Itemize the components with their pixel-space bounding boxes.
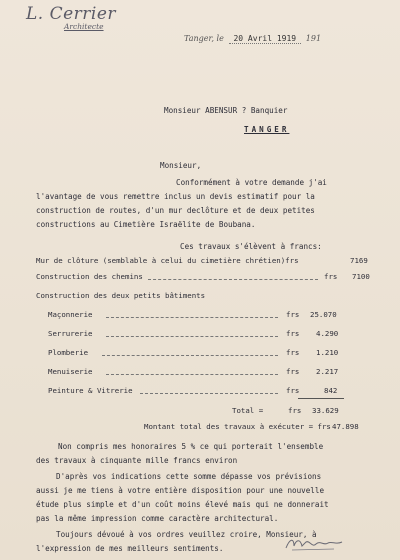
recipient-city: TANGER — [244, 125, 290, 134]
fees-line-2: des travaux à cinquante mille francs environ — [36, 456, 238, 465]
item-currency: frs — [286, 386, 300, 395]
buildings-label: Construction des deux petits bâtiments — [36, 291, 206, 300]
item-label: Serrurerie — [48, 329, 93, 338]
item-amount: 25.070 — [310, 310, 337, 319]
recipient-line: Monsieur ABENSUR ? Banquier — [164, 106, 288, 115]
item-currency: frs — [286, 348, 300, 357]
body-line-4: constructions au Cimetière Israëlite de Boubana. — [36, 220, 256, 229]
total-row — [36, 406, 366, 416]
date — [229, 34, 301, 44]
item-currency: frs — [286, 329, 300, 338]
item-leader — [106, 374, 278, 375]
item-leader — [106, 336, 278, 337]
prev-line-2: aussi je me tiens à votre entière disposition pour une nouvelle — [36, 486, 325, 495]
item-amount: 842 — [324, 386, 338, 395]
grand-total-row — [144, 422, 374, 432]
wall-label: Mur de clôture (semblable à celui du cimetière chrétien)frs — [36, 256, 299, 265]
letterhead-profession: Architecte — [64, 22, 104, 31]
item-row — [48, 310, 366, 320]
item-amount: 2.217 — [316, 367, 339, 376]
item-label: Peinture & Vitrerie — [48, 386, 133, 395]
paths-amount: 7100 — [352, 272, 370, 281]
item-label: Maçonnerie — [48, 310, 93, 319]
body-line-3: construction de routes, d'un mur declôture et de deux petites — [36, 206, 315, 215]
paths-leader — [148, 279, 318, 280]
item-leader — [106, 317, 278, 318]
paths-currency: frs — [324, 272, 338, 281]
place: Tanger, le — [184, 34, 224, 43]
salutation: Monsieur, — [160, 161, 202, 170]
handwritten-signature — [282, 534, 352, 552]
place-date — [184, 34, 321, 44]
date-suffix: 191 — [305, 34, 322, 43]
prev-line-4: pas la même impression comme caractère architectural. — [36, 514, 279, 523]
item-leader — [140, 393, 278, 394]
total-currency: frs — [288, 406, 302, 415]
body-line-2: l'avantage de vous remettre inclus un devis estimatif pour la — [36, 192, 315, 201]
item-label: Menuiserie — [48, 367, 93, 376]
cost-line-buildings — [36, 291, 366, 301]
item-amount: 1.210 — [316, 348, 339, 357]
prev-line-3: étude plus simple et d'un coût moins élevé mais qui ne donnerait — [36, 500, 329, 509]
closing-line-2: l'expression de mes meilleurs sentiments. — [36, 544, 224, 553]
letterhead-name: L. Cerrier — [26, 4, 117, 24]
date-value: 20 Avril 1919 — [233, 34, 297, 43]
wall-amount: 7169 — [350, 256, 368, 265]
subtotal-rule — [298, 398, 344, 399]
total-label: Total = — [232, 406, 264, 415]
cost-line-paths — [36, 272, 370, 282]
item-row — [48, 348, 366, 358]
body-line-1: Conformément à votre demande j'ai — [176, 178, 327, 187]
grand-total-label: Montant total des travaux à exécuter = frs — [144, 422, 331, 431]
costs-intro: Ces travaux s'élèvent à francs: — [180, 242, 322, 251]
item-leader — [102, 355, 278, 356]
grand-total-amount: 47.898 — [332, 422, 359, 431]
item-row — [48, 386, 366, 396]
item-currency: frs — [286, 367, 300, 376]
item-amount: 4.290 — [316, 329, 339, 338]
prev-line-1: D'après vos indications cette somme dépasse vos prévisions — [56, 472, 322, 481]
closing-line-1: Toujours dévoué à vos ordres veuillez croire, Monsieur, à — [56, 530, 317, 539]
total-amount: 33.629 — [312, 406, 339, 415]
cost-line-wall — [36, 256, 366, 266]
fees-line-1: Non compris mes honoraires 5 % ce qui porterait l'ensemble — [58, 442, 324, 451]
item-currency: frs — [286, 310, 300, 319]
item-label: Plomberie — [48, 348, 89, 357]
item-row — [48, 329, 366, 339]
paths-label: Construction des chemins — [36, 272, 143, 281]
item-row — [48, 367, 366, 377]
